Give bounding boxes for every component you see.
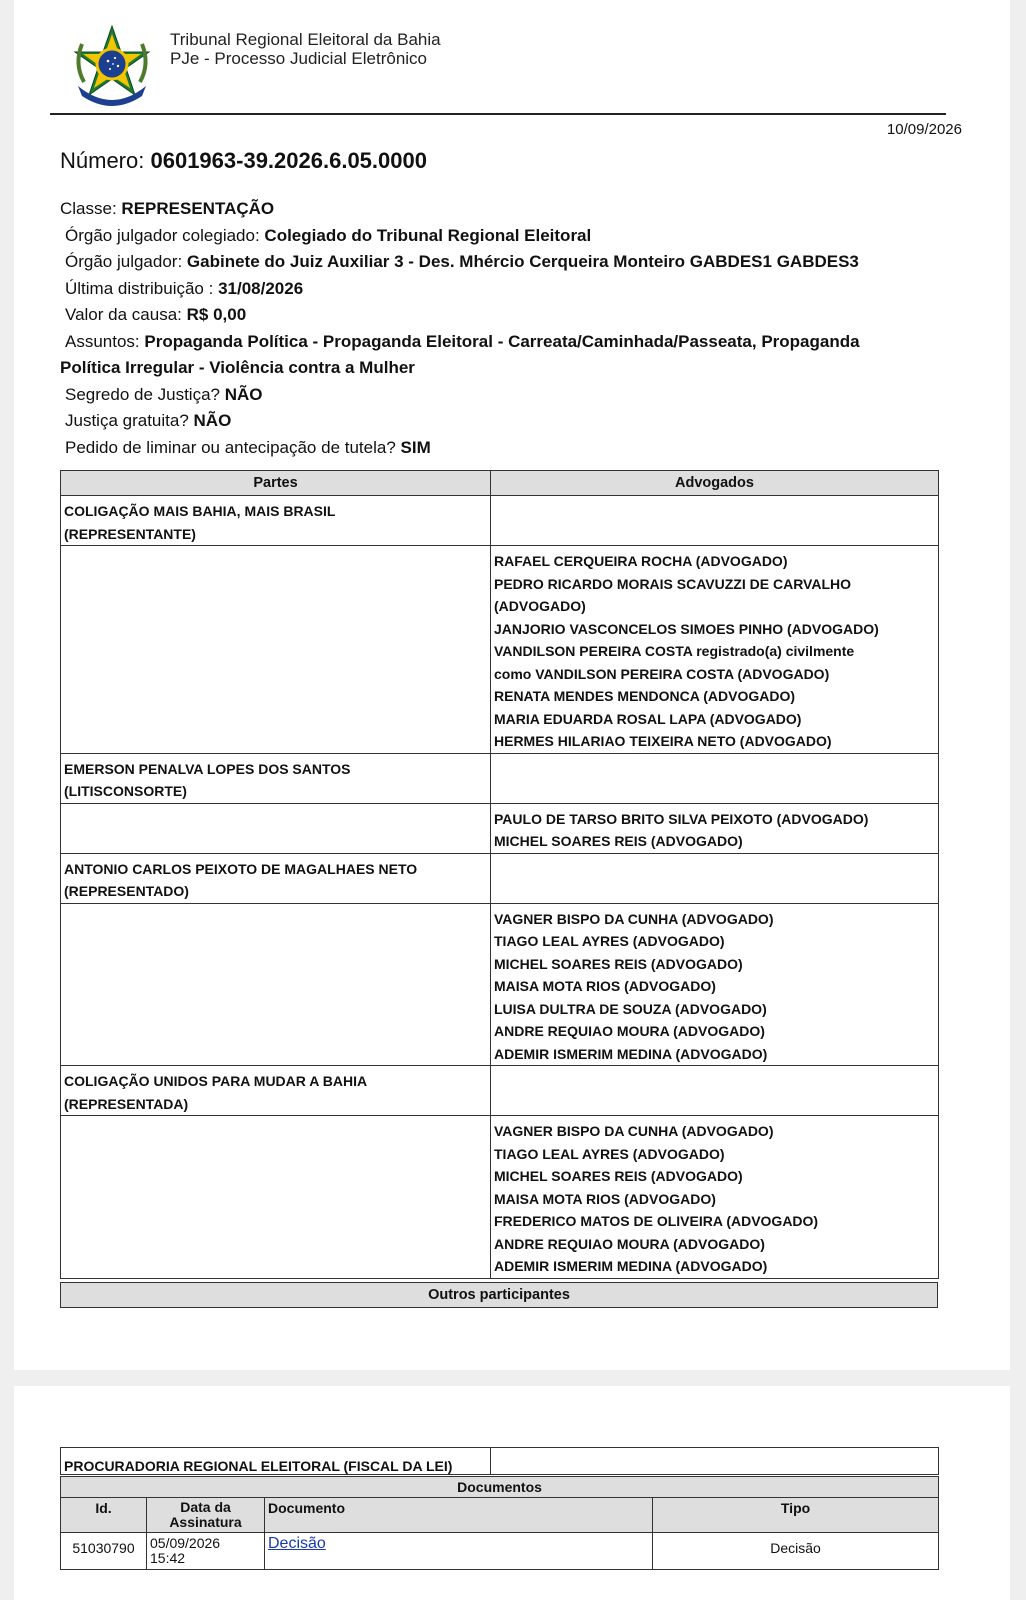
table-row: [61, 1066, 939, 1116]
lawyer-name: FREDERICO MATOS DE OLIVEIRA (ADVOGADO): [494, 1213, 819, 1229]
process-number-value: 0601963-39.2026.6.05.0000: [150, 148, 427, 173]
party-name-line: COLIGAÇÃO MAIS BAHIA, MAIS BRASIL: [64, 503, 336, 519]
empty-lawyer-cell: [491, 1066, 939, 1116]
doc-time: 15:42: [150, 1550, 186, 1566]
party-name-line: (REPRESENTADA): [64, 1095, 189, 1112]
lawyer-name: ANDRE REQUIAO MOURA (ADVOGADO): [494, 1235, 765, 1252]
header-divider: [50, 113, 946, 115]
lawyer-name: TIAGO LEAL AYRES (ADVOGADO): [494, 1145, 725, 1162]
table-row: [61, 546, 939, 754]
party-name-line: COLIGAÇÃO UNIDOS PARA MUDAR A BAHIA: [64, 1073, 368, 1089]
lawyer-name: ADEMIR ISMERIM MEDINA (ADVOGADO): [494, 1045, 768, 1062]
lawyer-name: MICHEL SOARES REIS (ADVOGADO): [494, 833, 743, 849]
field-liminar: Pedido de liminar ou antecipação de tutela? SIM: [65, 437, 431, 457]
lawyer-name: VAGNER BISPO DA CUNHA (ADVOGADO): [494, 910, 774, 927]
lawyer-name: (ADVOGADO): [494, 598, 586, 614]
lawyer-name: MICHEL SOARES REIS (ADVOGADO): [494, 955, 743, 972]
coat-of-arms-icon: [70, 24, 154, 110]
court-header: [170, 30, 441, 68]
system-name: PJe - Processo Judicial Eletrônico: [170, 49, 428, 68]
lawyer-name: VANDILSON PEREIRA COSTA registrado(a) civilmente: [494, 643, 855, 659]
lawyer-name: PEDRO RICARDO MORAIS SCAVUZZI DE CARVALHO: [494, 575, 852, 592]
fiscal-lawyers: [491, 1448, 939, 1475]
lawyers-cell: [491, 1116, 939, 1279]
lawyer-name: LUISA DULTRA DE SOUZA (ADVOGADO): [494, 1000, 767, 1017]
field-orgao-colegiado: Órgão julgador colegiado: Colegiado do Tribunal Regional Eleitoral: [65, 225, 592, 245]
court-name: Tribunal Regional Eleitoral da Bahia: [170, 30, 441, 49]
field-assuntos-continuation: Política Irregular - Violência contra a Mulher: [60, 358, 415, 377]
table-row: [61, 1116, 939, 1279]
document-link[interactable]: Decisão: [268, 1535, 326, 1552]
table-row: [61, 1448, 939, 1475]
lawyers-cell: [491, 803, 939, 853]
empty-party-cell: [61, 903, 491, 1066]
header-partes: Partes: [61, 471, 491, 496]
lawyers-cell: [491, 546, 939, 754]
parties-table: [60, 470, 939, 1279]
header-advogados: Advogados: [491, 471, 939, 496]
documents-title: Documentos: [61, 1477, 939, 1498]
lawyer-name: JANJORIO VASCONCELOS SIMOES PINHO (ADVOGADO): [494, 620, 879, 637]
fiscal-table: [60, 1447, 939, 1475]
party-name-line: (REPRESENTANTE): [64, 525, 196, 542]
lawyer-name: HERMES HILARIAO TEIXEIRA NETO (ADVOGADO): [494, 733, 832, 749]
doc-id: 51030790: [61, 1533, 147, 1570]
lawyer-name: MAISA MOTA RIOS (ADVOGADO): [494, 1190, 716, 1207]
table-row: [61, 1533, 939, 1570]
process-number-label: Número:: [60, 148, 145, 173]
party-name-line: ANTONIO CARLOS PEIXOTO DE MAGALHAES NETO: [64, 860, 418, 877]
documents-table: [60, 1476, 939, 1570]
lawyer-name: TIAGO LEAL AYRES (ADVOGADO): [494, 933, 725, 949]
lawyer-name: como VANDILSON PEREIRA COSTA (ADVOGADO): [494, 665, 830, 682]
party-cell: [61, 853, 491, 903]
lawyer-name: RENATA MENDES MENDONCA (ADVOGADO): [494, 688, 795, 704]
field-segredo: Segredo de Justiça? NÃO: [65, 384, 263, 404]
outros-participantes-header: Outros participantes: [60, 1282, 938, 1308]
doc-date: 05/09/2026: [150, 1535, 221, 1551]
lawyer-name: MARIA EDUARDA ROSAL LAPA (ADVOGADO): [494, 710, 802, 727]
empty-lawyer-cell: [491, 853, 939, 903]
party-name-line: (LITISCONSORTE): [64, 783, 187, 799]
field-assuntos: Assuntos: Propaganda Política - Propaganda Eleitoral - Carreata/Caminhada/Passeata, Propaganda: [65, 331, 860, 351]
table-row: [61, 803, 939, 853]
lawyer-name: MAISA MOTA RIOS (ADVOGADO): [494, 978, 716, 994]
header-data-assinatura: Data da Assinatura: [147, 1498, 265, 1533]
lawyer-name: ADEMIR ISMERIM MEDINA (ADVOGADO): [494, 1258, 768, 1274]
lawyers-cell: [491, 903, 939, 1066]
documents-title-row: [61, 1477, 939, 1498]
lawyer-name: RAFAEL CERQUEIRA ROCHA (ADVOGADO): [494, 553, 788, 569]
empty-lawyer-cell: [491, 753, 939, 803]
party-name-line: EMERSON PENALVA LOPES DOS SANTOS: [64, 760, 351, 777]
party-cell: [61, 1066, 491, 1116]
doc-name-cell: [265, 1533, 653, 1570]
lawyer-name: PAULO DE TARSO BRITO SILVA PEIXOTO (ADVOGADO): [494, 810, 869, 827]
party-cell: [61, 496, 491, 546]
field-justica-gratuita: Justiça gratuita? NÃO: [65, 411, 232, 430]
table-row: [61, 753, 939, 803]
empty-party-cell: [61, 1116, 491, 1279]
fiscal-party: PROCURADORIA REGIONAL ELEITORAL (FISCAL DA LEI): [61, 1448, 491, 1475]
field-classe: Classe: REPRESENTAÇÃO: [60, 199, 275, 218]
documents-header-row: [61, 1498, 939, 1533]
table-row: [61, 496, 939, 546]
table-row: [61, 853, 939, 903]
header-documento: Documento: [265, 1498, 653, 1533]
party-name-line: (REPRESENTADO): [64, 883, 189, 899]
header-tipo: Tipo: [653, 1498, 939, 1533]
header-id: Id.: [61, 1498, 147, 1533]
field-orgao-julgador: Órgão julgador: Gabinete do Juiz Auxiliar 3 - Des. Mhércio Cerqueira Monteiro GABDES1 GABDES3: [65, 252, 859, 271]
doc-date-cell: [147, 1533, 265, 1570]
field-valor-causa: Valor da causa: R$ 0,00: [65, 305, 247, 324]
empty-party-cell: [61, 546, 491, 754]
table-row: [61, 903, 939, 1066]
party-cell: [61, 753, 491, 803]
parties-header-row: [61, 471, 939, 496]
empty-lawyer-cell: [491, 496, 939, 546]
lawyer-name: ANDRE REQUIAO MOURA (ADVOGADO): [494, 1023, 765, 1039]
lawyer-name: VAGNER BISPO DA CUNHA (ADVOGADO): [494, 1123, 774, 1139]
document-date: 10/09/2026: [886, 121, 962, 138]
process-number: [60, 148, 427, 174]
field-ultima-distribuicao: Última distribuição : 31/08/2026: [65, 278, 304, 298]
empty-party-cell: [61, 803, 491, 853]
doc-tipo: Decisão: [653, 1533, 939, 1570]
lawyer-name: MICHEL SOARES REIS (ADVOGADO): [494, 1168, 743, 1184]
process-info: [60, 196, 940, 461]
